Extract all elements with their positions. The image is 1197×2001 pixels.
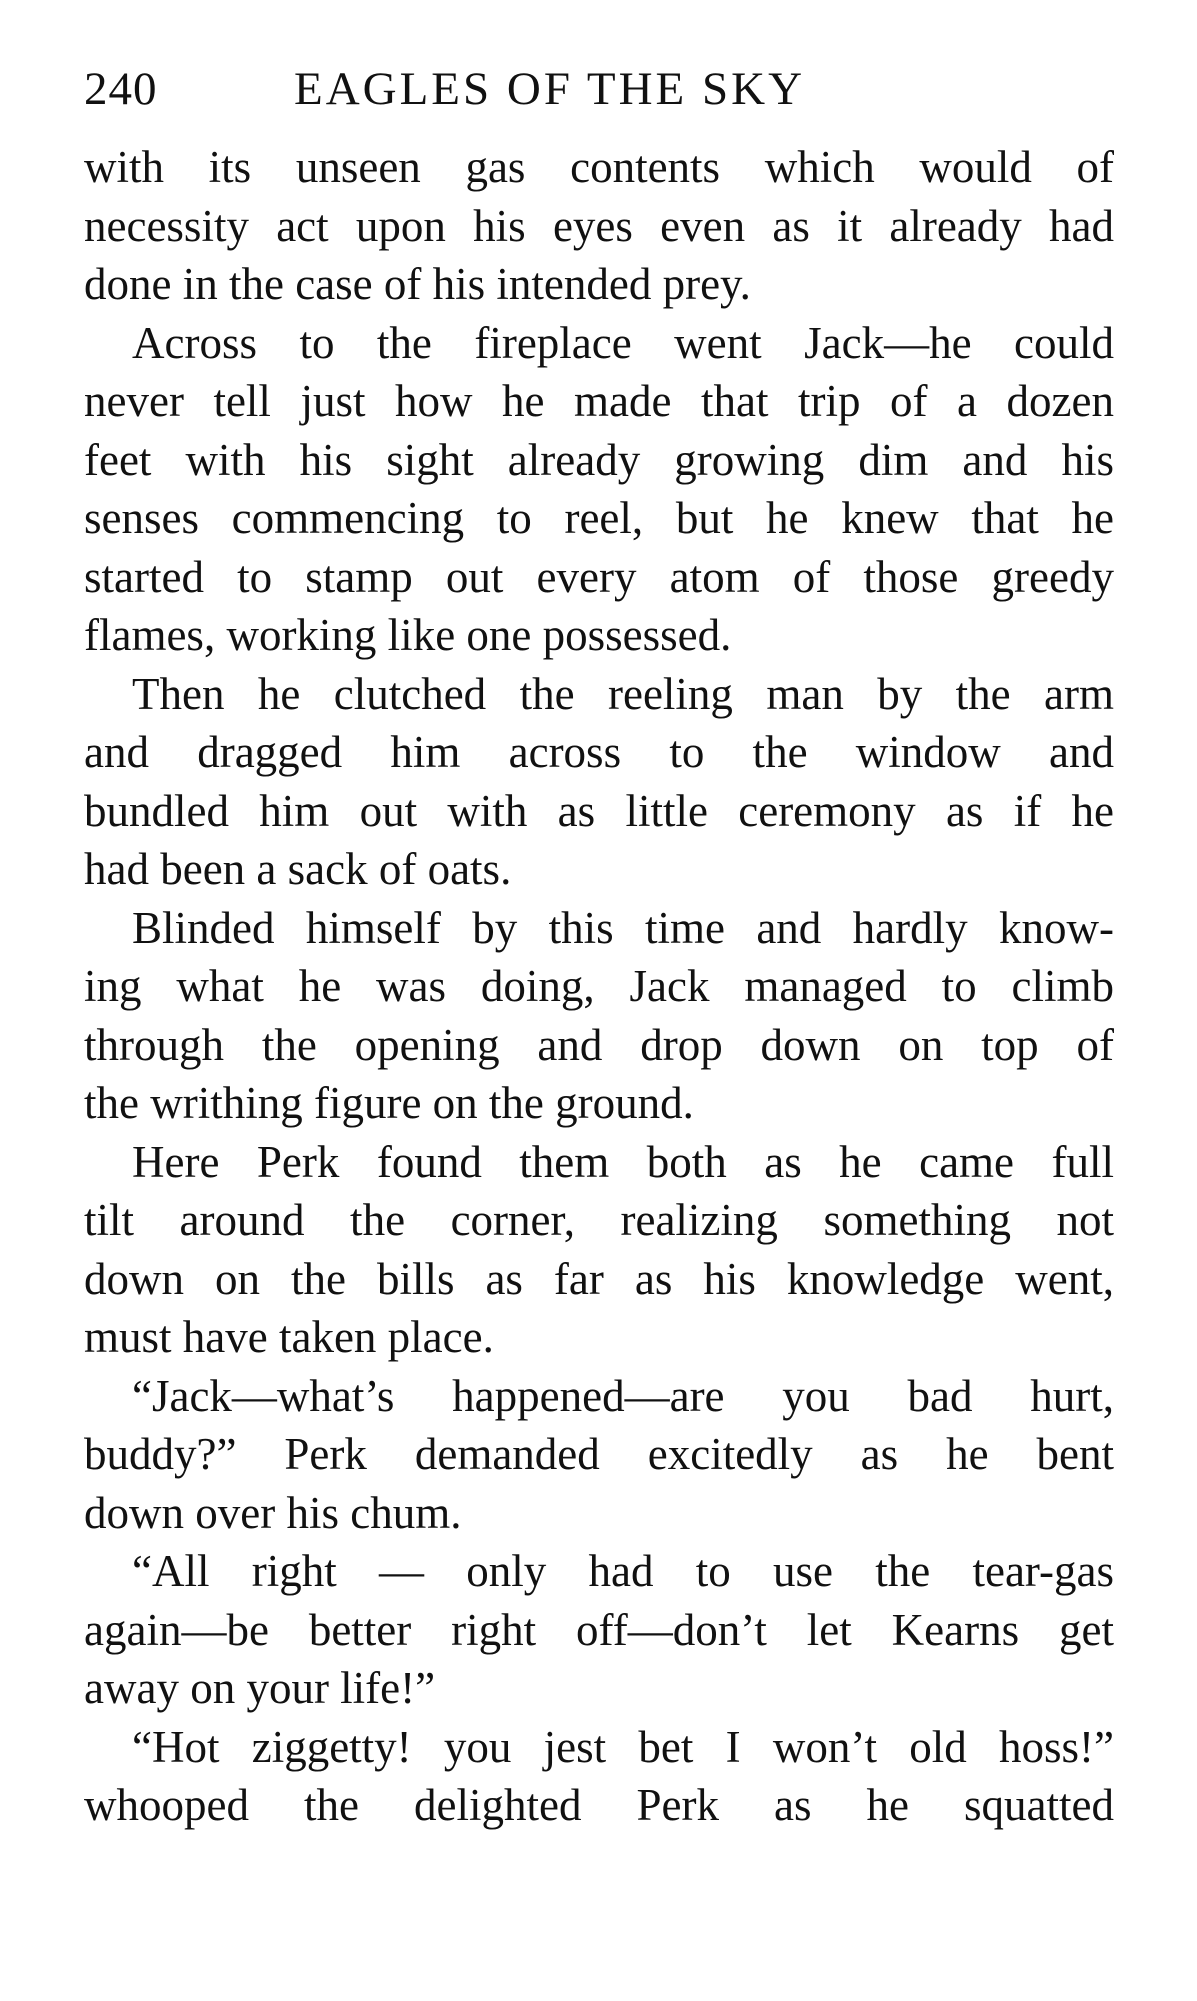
text-line: Across to the fireplace went Jack—he could — [132, 317, 1114, 368]
text-line: buddy?” Perk demanded excitedly as he bent — [84, 1429, 1114, 1479]
text-line: Then he clutched the reeling man by the arm — [132, 668, 1114, 719]
text-line: “Jack—what’s happened—are you bad hurt, — [132, 1370, 1114, 1421]
book-title: EAGLES OF THE SKY — [294, 63, 806, 115]
text-line: again—be better right off—don’t let Kearns get — [84, 1604, 1114, 1655]
text-line: the writhing figure on the ground. — [84, 1078, 694, 1128]
text-line: never tell just how he made that trip of a dozen — [84, 376, 1114, 426]
text-line: flames, working like one possessed. — [84, 610, 732, 660]
text-line: senses commencing to reel, but he knew that he — [84, 493, 1114, 543]
text-line: whooped the delighted Perk as he squatted — [84, 1780, 1114, 1830]
text-line: tilt around the corner, realizing something not — [84, 1195, 1114, 1245]
text-line: necessity act upon his eyes even as it already had — [84, 200, 1114, 251]
text-line: through the opening and drop down on top of — [84, 1019, 1114, 1070]
text-line: ing what he was doing, Jack managed to climb — [84, 961, 1114, 1011]
text-line: down on the bills as far as his knowledge went, — [84, 1253, 1114, 1304]
text-line: Here Perk found them both as he came full — [132, 1136, 1114, 1187]
text-line: started to stamp out every atom of those greedy — [84, 551, 1114, 602]
text-line: had been a sack of oats. — [84, 844, 512, 894]
text-line: down over his chum. — [84, 1487, 462, 1538]
text-line: “All right — only had to use the tear-gas — [132, 1546, 1114, 1596]
text-line: with its unseen gas contents which would of — [84, 142, 1114, 192]
text-line: done in the case of his intended prey. — [84, 259, 751, 309]
text-line: away on your life!” — [84, 1663, 436, 1713]
text-line: Blinded himself by this time and hardly know- — [132, 902, 1114, 953]
body-text — [84, 138, 1114, 1835]
text-line: must have taken place. — [84, 1312, 494, 1362]
text-line: feet with his sight already growing dim and his — [84, 434, 1114, 485]
text-line: and dragged him across to the window and — [84, 727, 1114, 777]
running-head — [84, 62, 1114, 132]
page-number: 240 — [84, 63, 158, 115]
text-line: bundled him out with as little ceremony as if he — [84, 785, 1114, 836]
book-page — [84, 62, 1114, 1835]
text-line: “Hot ziggetty! you jest bet I won’t old hoss!” — [132, 1721, 1114, 1772]
